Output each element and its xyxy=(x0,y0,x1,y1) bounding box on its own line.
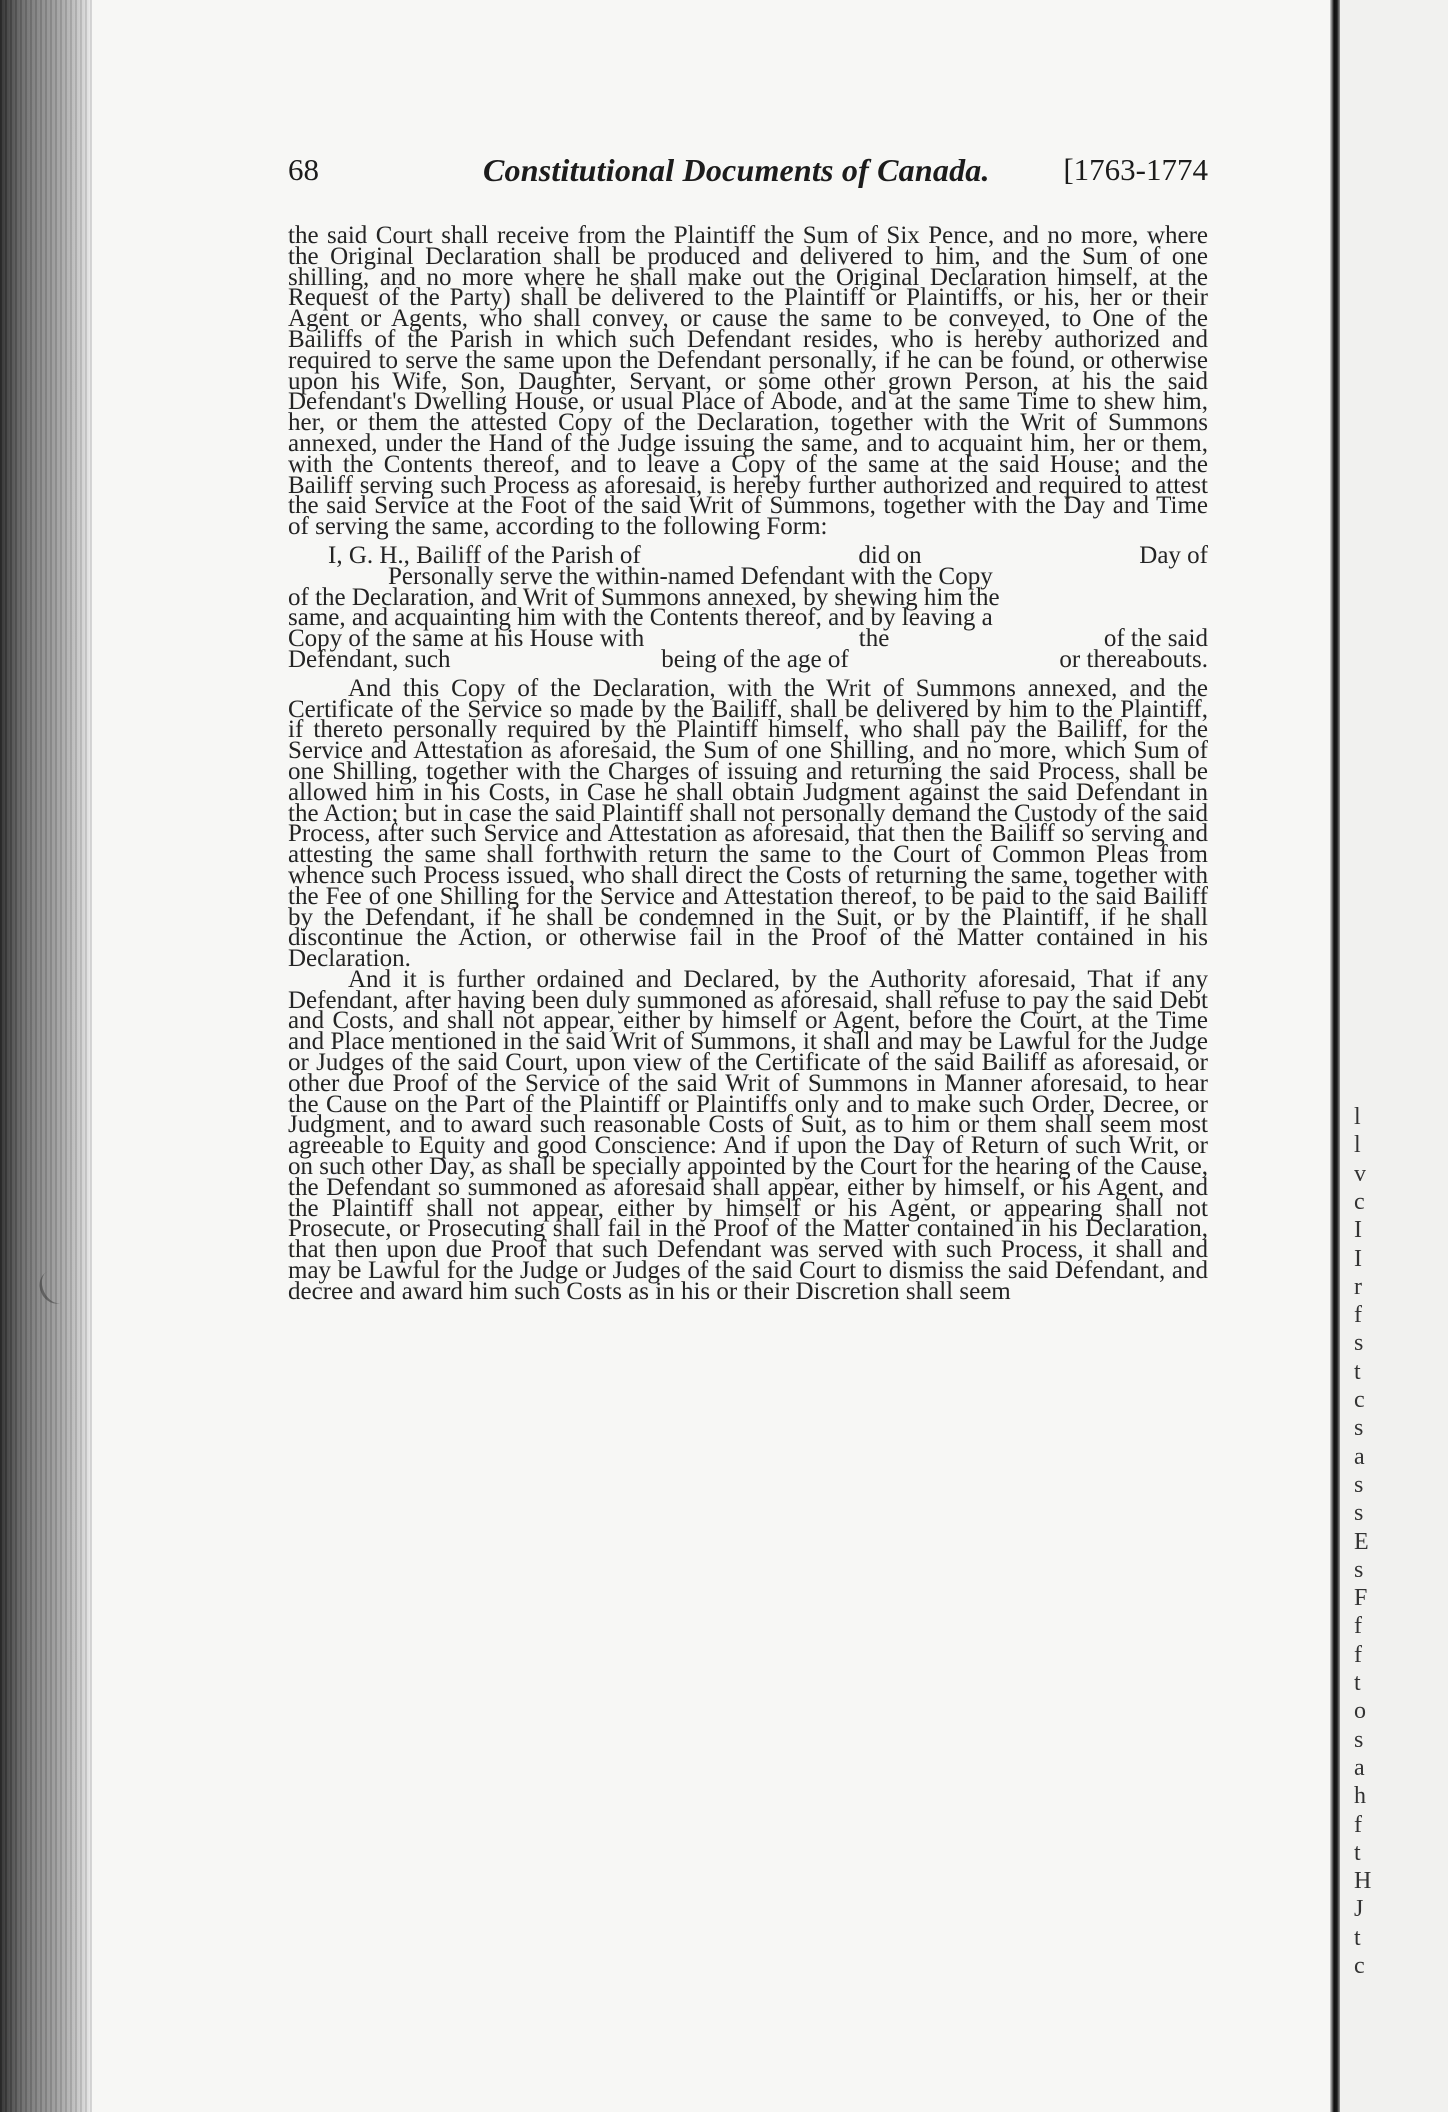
adjacent-page-letter: t xyxy=(1354,1924,1361,1951)
binding-texture xyxy=(0,0,92,2112)
adjacent-page-letter: c xyxy=(1354,1387,1365,1413)
adjacent-page-fragment xyxy=(1340,0,1448,2112)
form-line-6-part-1: Defendant, such xyxy=(288,645,451,673)
page-number: 68 xyxy=(288,152,319,187)
adjacent-page-letter: s xyxy=(1354,1500,1364,1527)
adjacent-page-letter: h xyxy=(1354,1783,1366,1810)
adjacent-page-letter: f xyxy=(1354,1613,1362,1640)
form-line-6 xyxy=(288,645,1208,673)
adjacent-page-letter: f xyxy=(1354,1811,1362,1838)
adjacent-page-letter: t xyxy=(1354,1358,1361,1385)
form-line-2-text: Personally serve the within-named Defendant with the Copy xyxy=(388,562,993,590)
page-gutter xyxy=(1330,0,1340,2112)
form-line-5-part-1: Copy of the same at his House with xyxy=(288,625,645,653)
adjacent-page-letter: s xyxy=(1354,1726,1364,1753)
form-line-5-part-3: of the said xyxy=(1103,625,1208,653)
bailiff-form xyxy=(288,541,1208,673)
paragraph-3: And it is further ordained and Declared, by the Authority aforesaid, That if any Defendant, after having been duly summoned as aforesaid, shall refuse to pay the said Debt and Costs, and shall not appear, either by himself or Agent, before the Court, at the Time and Place mentioned in the said Writ of Summons, it shall and may be Lawful for the Judge or Judges of the said Court, upon view of the Certificate of the said Bailiff as aforesaid, or other due Proof of the Service of the said Writ of Summons in Manner aforesaid, to hear the Cause on the Part of the Plaintiff or Plaintiffs only and to make such Order, Decree, or Judgment, and to award such reasonable Costs of Suit, as to him or them shall seem most agreeable to Equity and good Conscience: And if upon the Day of Return of such Writ, or on such other Day, as shall be specially appointed by the Court for the hearing of the Cause, the Defendant so summoned as aforesaid shall appear, either by himself, or his Agent, and the Plaintiff shall not appear, either by himself or his Agent, or appearing shall not Prosecute, or Prosecuting shall fail in the Proof of the Matter contained in his Declaration, that then upon due Proof that such Defendant was served with such Process, it shall and may be Lawful for the Judge or Judges of the said Court to dismiss the said Defendant, and decree and award him such Costs as in his or their Discretion shall seem xyxy=(288,965,1208,1305)
adjacent-page-letter: o xyxy=(1354,1698,1366,1725)
running-title: Constitutional Documents of Canada. xyxy=(483,152,990,188)
adjacent-page-letter: l xyxy=(1354,1132,1361,1159)
adjacent-page-letter: a xyxy=(1354,1754,1365,1781)
adjacent-page-letter: f xyxy=(1354,1302,1362,1329)
adjacent-page-letter: J xyxy=(1354,1896,1364,1923)
form-line-6-part-2: being of the age of xyxy=(661,645,849,673)
adjacent-page-letter: f xyxy=(1354,1641,1362,1668)
adjacent-page-letter: H xyxy=(1354,1868,1372,1895)
adjacent-page-letter: s xyxy=(1354,1415,1364,1442)
adjacent-page-letter: t xyxy=(1354,1839,1361,1866)
adjacent-page-letter: s xyxy=(1354,1471,1364,1498)
adjacent-page-letter: t xyxy=(1354,1670,1361,1696)
form-line-1-part-2: did on xyxy=(858,541,922,569)
adjacent-page-letter: I xyxy=(1354,1245,1362,1272)
adjacent-page-letter: l xyxy=(1354,1104,1361,1130)
body-text xyxy=(288,222,1208,1305)
adjacent-page-letter: s xyxy=(1354,1556,1364,1583)
adjacent-page-letter: v xyxy=(1354,1160,1366,1187)
form-line-3-text: of the Declaration, and Writ of Summons annexed, by shewing him the xyxy=(288,583,1000,611)
adjacent-page-letter: a xyxy=(1354,1443,1365,1470)
adjacent-page-letter: c xyxy=(1354,1953,1365,1979)
adjacent-page-letter: I xyxy=(1354,1217,1362,1244)
adjacent-page-letter: c xyxy=(1354,1188,1365,1215)
form-line-5-part-2: the xyxy=(858,625,890,653)
form-line-1-part-3: Day of xyxy=(1139,541,1208,569)
paragraph-2: And this Copy of the Declaration, with the Writ of Summons annexed, and the Certificate of the Service so made by the Bailiff, shall be delivered by him to the Plaintiff, if thereto personally required by the Plaintiff himself, who shall pay the Bailiff, for the Service and Attestation as aforesaid, the Sum of one Shilling, and no more, which Sum of one Shilling, together with the Charges of issuing and returning the said Process, shall be allowed him in his Costs, in Case he shall obtain Judgment against the said Defendant in the Action; but in case the said Plaintiff shall not personally demand the Custody of the said Process, after such Service and Attestation as aforesaid, that then the Bailiff so serving and attesting the same shall forthwith return the same to the Court of Common Pleas from whence such Process issued, who shall direct the Costs of returning the same, together with the Fee of one Shilling for the Service and Attestation thereof, to be paid to the said Bailiff by the Defendant, if he shall be condemned in the Suit, or by the Plaintiff, if he shall discontinue the Action, or otherwise fail in the Proof of the Matter contained in his Declaration. xyxy=(288,674,1208,973)
form-line-1-part-1: I, G. H., Bailiff of the Parish of xyxy=(328,541,641,569)
page-header xyxy=(288,150,1208,200)
adjacent-page-letter: E xyxy=(1354,1528,1369,1555)
paragraph-1: the said Court shall receive from the Plaintiff the Sum of Six Pence, and no more, where the Original Declaration shall be produced and delivered to him, and the Sum of one shilling, and no more where he shall make out the Original Declaration himself, at the Request of the Party) shall be delivered to the Plaintiff or Plaintiffs, or his, her or their Agent or Agents, who shall convey, or cause the same to be conveyed, to One of the Bailiffs of the Parish in which such Defendant resides, who is hereby authorized and required to serve the same upon the Defendant personally, if he can be found, or otherwise upon his Wife, Son, Daughter, Servant, or some other grown Person, at his the said Defendant's Dwelling House, or usual Place of Abode, and at the same Time to shew him, her, or them the attested Copy of the Declaration, together with the Writ of Summons annexed, under the Hand of the Judge issuing the same, and to acquaint him, her or them, with the Contents thereof, and to leave a Copy of the same at the said House; and the Bailiff serving such Process as aforesaid, is hereby further authorized and required to attest the said Service at the Foot of the said Writ of Summons, together with the Day and Time of serving the same, according to the following Form: xyxy=(288,222,1208,541)
adjacent-page-letter: s xyxy=(1354,1330,1364,1357)
adjacent-page-letter: F xyxy=(1354,1585,1368,1612)
form-line-4-text: same, and acquainting him with the Contents thereof, and by leaving a xyxy=(288,604,993,632)
adjacent-page-letter: r xyxy=(1354,1273,1362,1300)
date-range: [1763-1774 xyxy=(1063,152,1208,187)
form-line-6-part-3: or thereabouts. xyxy=(1059,645,1208,673)
